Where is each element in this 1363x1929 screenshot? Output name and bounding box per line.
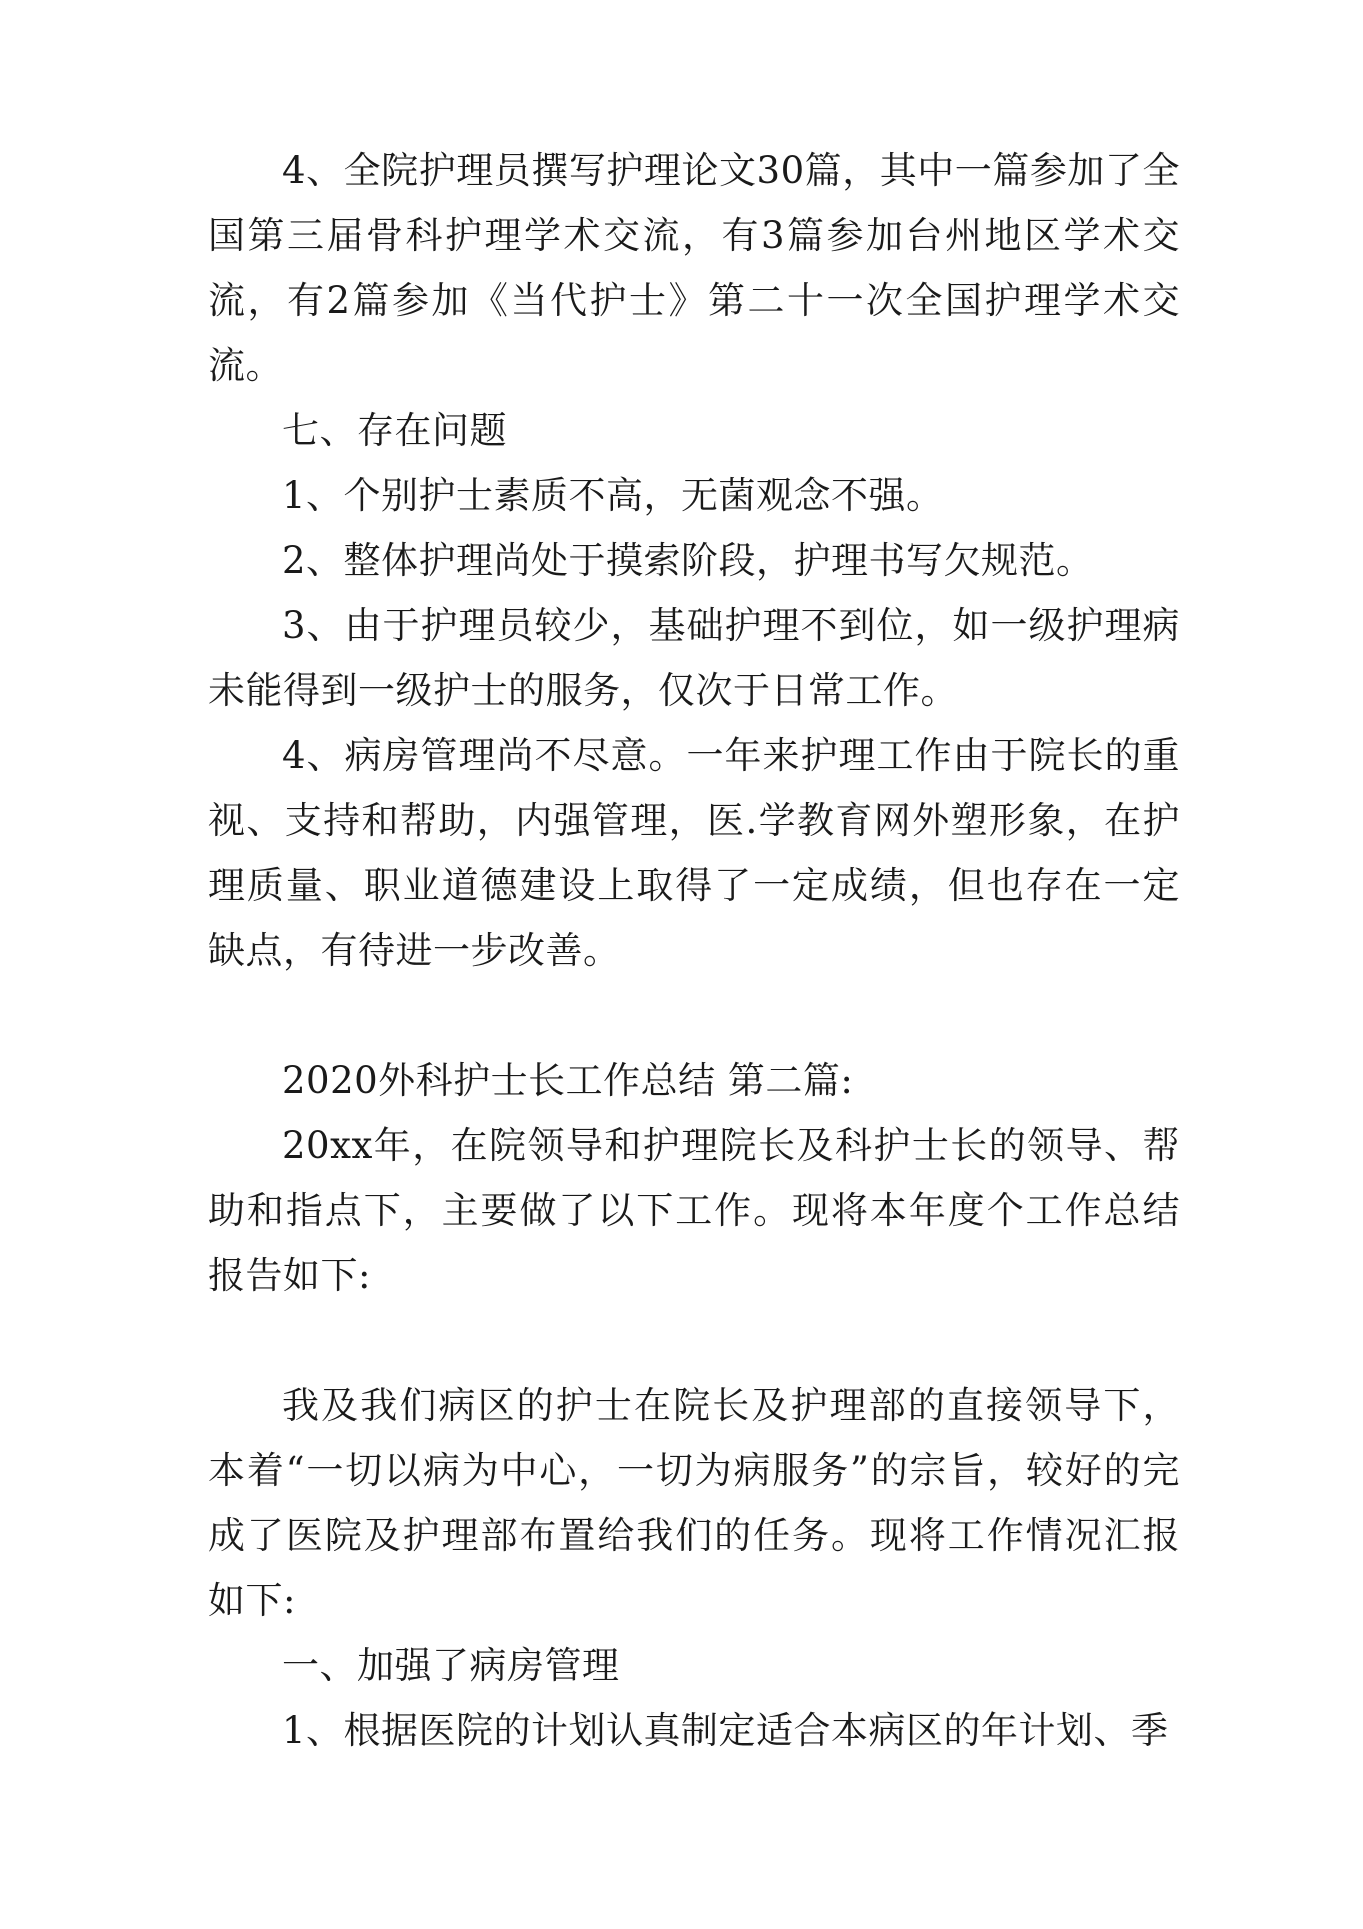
paragraph-ward-summary: 我及我们病区的护士在院长及护理部的直接领导下，本着“一切以病为中心，一切为病服务”的宗旨，较好的完成了医院及护理部布置给我们的任务。现将工作情况汇报如下: — [208, 1384, 1180, 1622]
paragraph-gap — [208, 1308, 1180, 1373]
problem-item-2: 2、整体护理尚处于摸索阶段，护理书写欠规范。 — [282, 539, 1094, 582]
management-item-1: 1、根据医院的计划认真制定适合本病区的年计划、季 — [282, 1709, 1169, 1752]
heading-existing-problems: 七、存在问题 — [282, 409, 507, 452]
heading-ward-management: 一、加强了病房管理 — [282, 1644, 620, 1687]
paragraph-papers-published: 4、全院护理员撰写护理论文30篇，其中一篇参加了全国第三届骨科护理学术交流，有3篇参加台州地区学术交流，有2篇参加《当代护士》第二十一次全国护理学术交流。 — [208, 149, 1180, 387]
problem-item-4: 4、病房管理尚不尽意。一年来护理工作由于院长的重视、支持和帮助，内强管理，医.学教育网外塑形象，在护理质量、职业道德建设上取得了一定成绩，但也存在一定缺点，有待进一步改善。 — [208, 734, 1180, 972]
problem-item-1: 1、个别护士素质不高，无菌观念不强。 — [282, 474, 944, 517]
problem-item-3: 3、由于护理员较少，基础护理不到位，如一级护理病未能得到一级护士的服务，仅次于日常工作。 — [208, 604, 1180, 712]
document-body — [208, 138, 1180, 1763]
section-title: 2020外科护士长工作总结 第二篇: — [282, 1059, 854, 1102]
paragraph-gap — [208, 983, 1180, 1048]
intro-paragraph: 20xx年，在院领导和护理院长及科护士长的领导、帮助和指点下，主要做了以下工作。现将本年度个工作总结报告如下: — [208, 1124, 1180, 1297]
